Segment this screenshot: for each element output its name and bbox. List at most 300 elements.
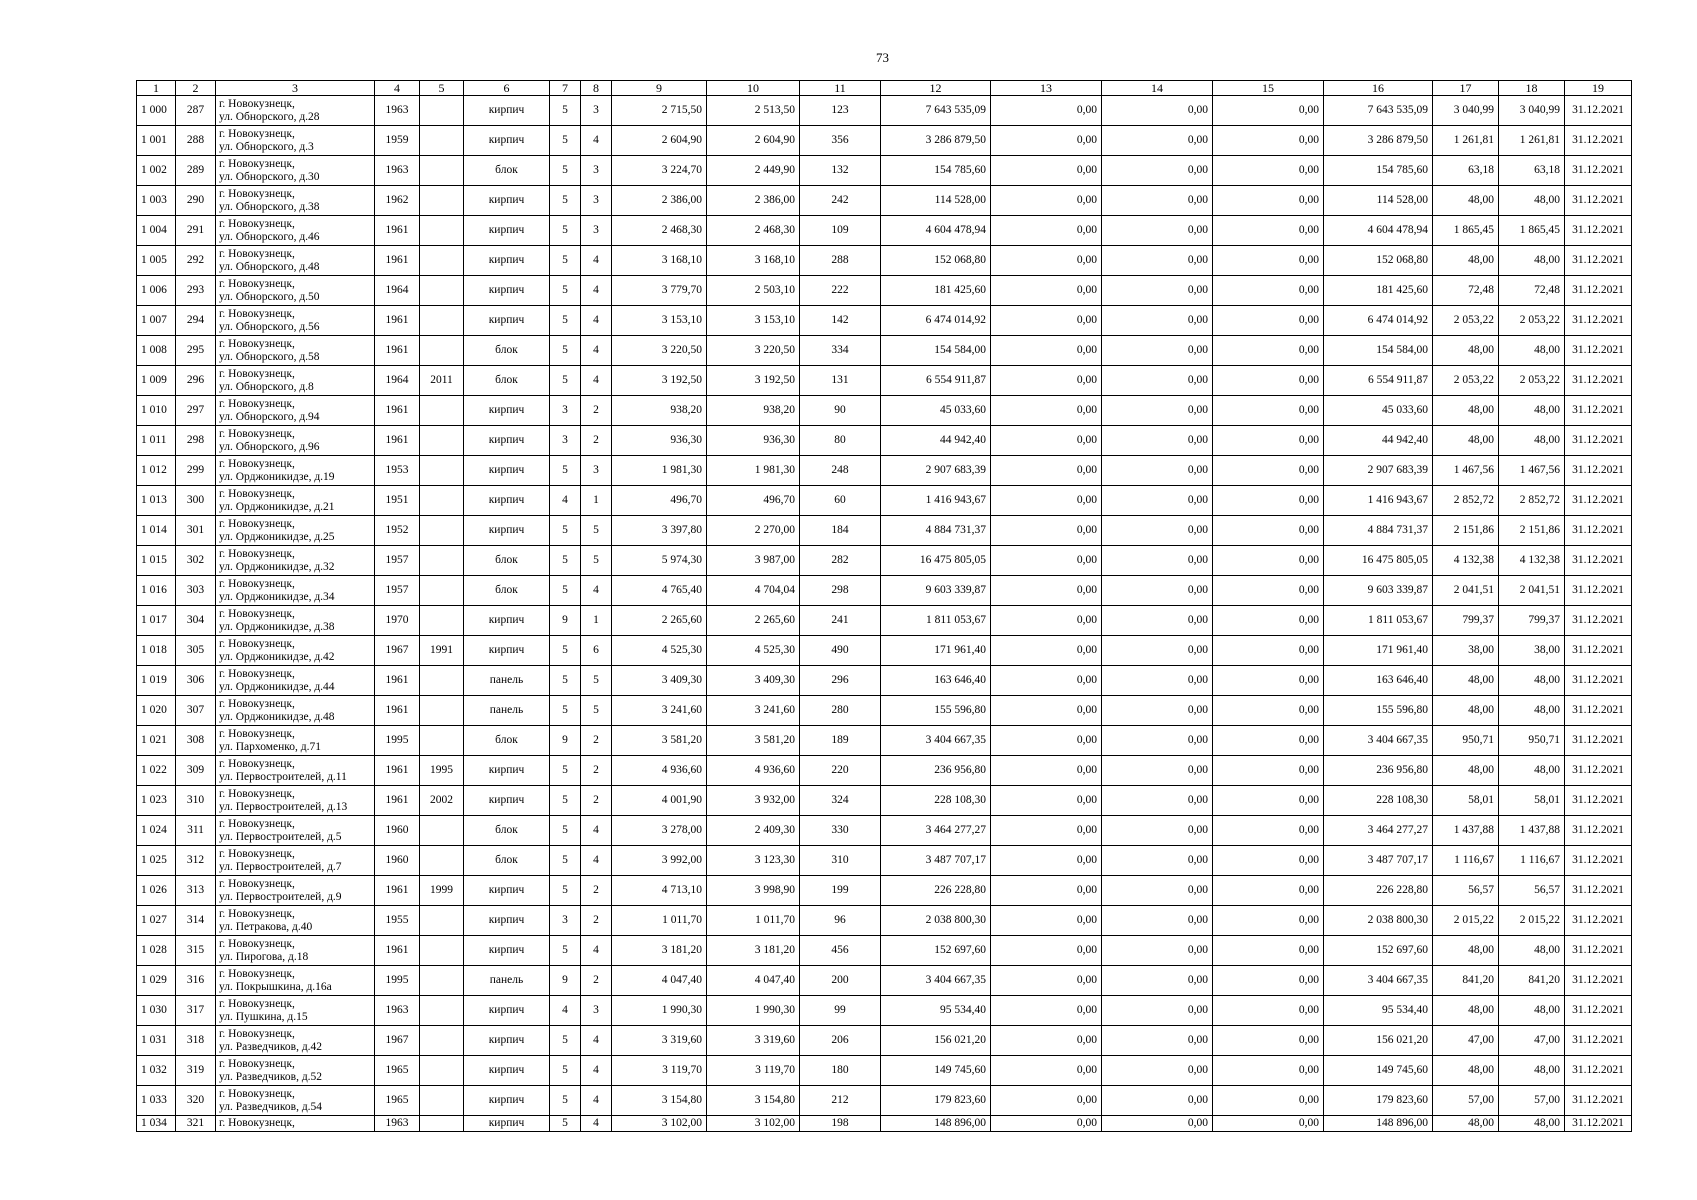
cell-cost-per-sqm: 2 852,72 bbox=[1433, 486, 1499, 516]
cell-entrances: 3 bbox=[581, 156, 612, 186]
cell-floors: 5 bbox=[550, 216, 581, 246]
cell-cost-total: 1 416 943,67 bbox=[881, 486, 991, 516]
cell-cost-limit: 48,00 bbox=[1499, 1116, 1565, 1132]
cell-row-number: 315 bbox=[176, 936, 216, 966]
cell-completion-date: 31.12.2021 bbox=[1565, 756, 1632, 786]
cell-total-area: 1 990,30 bbox=[612, 996, 707, 1026]
cell-year-reconstructed bbox=[420, 96, 464, 126]
cell-residents: 109 bbox=[800, 216, 881, 246]
cell-row-index: 1 026 bbox=[137, 876, 176, 906]
cell-wall-material: кирпич bbox=[464, 876, 550, 906]
cell-year-reconstructed bbox=[420, 936, 464, 966]
cell-cost-owners: 3 286 879,50 bbox=[1324, 126, 1433, 156]
cell-year-reconstructed bbox=[420, 816, 464, 846]
cell-cost-total: 3 286 879,50 bbox=[881, 126, 991, 156]
cell-floors: 5 bbox=[550, 126, 581, 156]
cell-cost-regional: 0,00 bbox=[1102, 216, 1213, 246]
page-number: 73 bbox=[876, 50, 889, 65]
cell-cost-local: 0,00 bbox=[1213, 936, 1324, 966]
cell-year-built: 1961 bbox=[375, 786, 420, 816]
column-header-5: 5 bbox=[420, 81, 464, 96]
cell-cost-owners: 7 643 535,09 bbox=[1324, 96, 1433, 126]
cell-row-index: 1 003 bbox=[137, 186, 176, 216]
cell-completion-date: 31.12.2021 bbox=[1565, 1116, 1632, 1132]
cell-wall-material: блок bbox=[464, 156, 550, 186]
table-row bbox=[137, 726, 1632, 756]
cell-cost-owners: 3 404 667,35 bbox=[1324, 966, 1433, 996]
cell-cost-local: 0,00 bbox=[1213, 546, 1324, 576]
cell-address: г. Новокузнецк, ул. Орджоникидзе, д.32 bbox=[216, 546, 375, 576]
cell-living-area: 2 503,10 bbox=[707, 276, 800, 306]
cell-cost-federal: 0,00 bbox=[991, 486, 1102, 516]
column-header-10: 10 bbox=[707, 81, 800, 96]
cell-cost-per-sqm: 1 467,56 bbox=[1433, 456, 1499, 486]
cell-cost-total: 95 534,40 bbox=[881, 996, 991, 1026]
cell-row-number: 289 bbox=[176, 156, 216, 186]
cell-cost-local: 0,00 bbox=[1213, 606, 1324, 636]
cell-cost-owners: 3 404 667,35 bbox=[1324, 726, 1433, 756]
cell-residents: 282 bbox=[800, 546, 881, 576]
cell-cost-limit: 1 261,81 bbox=[1499, 126, 1565, 156]
cell-cost-limit: 48,00 bbox=[1499, 666, 1565, 696]
cell-row-number: 304 bbox=[176, 606, 216, 636]
cell-address: г. Новокузнецк, ул. Орджоникидзе, д.38 bbox=[216, 606, 375, 636]
cell-cost-per-sqm: 58,01 bbox=[1433, 786, 1499, 816]
cell-address: г. Новокузнецк, ул. Пушкина, д.15 bbox=[216, 996, 375, 1026]
cell-cost-owners: 1 416 943,67 bbox=[1324, 486, 1433, 516]
cell-total-area: 3 581,20 bbox=[612, 726, 707, 756]
cell-cost-federal: 0,00 bbox=[991, 156, 1102, 186]
column-header-12: 12 bbox=[881, 81, 991, 96]
cell-row-index: 1 025 bbox=[137, 846, 176, 876]
cell-wall-material: блок bbox=[464, 726, 550, 756]
cell-living-area: 4 936,60 bbox=[707, 756, 800, 786]
cell-cost-owners: 9 603 339,87 bbox=[1324, 576, 1433, 606]
cell-total-area: 4 765,40 bbox=[612, 576, 707, 606]
cell-wall-material: блок bbox=[464, 846, 550, 876]
cell-floors: 4 bbox=[550, 996, 581, 1026]
cell-cost-local: 0,00 bbox=[1213, 726, 1324, 756]
cell-cost-limit: 950,71 bbox=[1499, 726, 1565, 756]
cell-cost-per-sqm: 48,00 bbox=[1433, 426, 1499, 456]
cell-residents: 310 bbox=[800, 846, 881, 876]
cell-wall-material: кирпич bbox=[464, 216, 550, 246]
cell-cost-regional: 0,00 bbox=[1102, 516, 1213, 546]
cell-cost-federal: 0,00 bbox=[991, 426, 1102, 456]
cell-living-area: 3 168,10 bbox=[707, 246, 800, 276]
cell-cost-total: 3 464 277,27 bbox=[881, 816, 991, 846]
cell-cost-per-sqm: 1 116,67 bbox=[1433, 846, 1499, 876]
cell-year-reconstructed: 2002 bbox=[420, 786, 464, 816]
cell-completion-date: 31.12.2021 bbox=[1565, 576, 1632, 606]
table-row bbox=[137, 576, 1632, 606]
cell-residents: 60 bbox=[800, 486, 881, 516]
cell-floors: 5 bbox=[550, 156, 581, 186]
cell-cost-per-sqm: 48,00 bbox=[1433, 936, 1499, 966]
cell-year-reconstructed bbox=[420, 186, 464, 216]
cell-entrances: 4 bbox=[581, 366, 612, 396]
cell-wall-material: кирпич bbox=[464, 1086, 550, 1116]
cell-cost-owners: 4 604 478,94 bbox=[1324, 216, 1433, 246]
cell-completion-date: 31.12.2021 bbox=[1565, 186, 1632, 216]
cell-floors: 5 bbox=[550, 336, 581, 366]
cell-row-number: 295 bbox=[176, 336, 216, 366]
cell-cost-regional: 0,00 bbox=[1102, 876, 1213, 906]
table-row bbox=[137, 1026, 1632, 1056]
column-header-7: 7 bbox=[550, 81, 581, 96]
cell-cost-federal: 0,00 bbox=[991, 306, 1102, 336]
cell-total-area: 5 974,30 bbox=[612, 546, 707, 576]
cell-cost-federal: 0,00 bbox=[991, 786, 1102, 816]
cell-entrances: 1 bbox=[581, 606, 612, 636]
cell-cost-total: 148 896,00 bbox=[881, 1116, 991, 1132]
cell-wall-material: кирпич bbox=[464, 1056, 550, 1086]
cell-wall-material: кирпич bbox=[464, 396, 550, 426]
cell-cost-regional: 0,00 bbox=[1102, 1116, 1213, 1132]
table-body bbox=[137, 96, 1632, 1132]
cell-cost-federal: 0,00 bbox=[991, 1056, 1102, 1086]
cell-cost-total: 179 823,60 bbox=[881, 1086, 991, 1116]
cell-cost-regional: 0,00 bbox=[1102, 726, 1213, 756]
cell-year-reconstructed bbox=[420, 546, 464, 576]
cell-cost-regional: 0,00 bbox=[1102, 906, 1213, 936]
cell-residents: 324 bbox=[800, 786, 881, 816]
cell-total-area: 1 981,30 bbox=[612, 456, 707, 486]
cell-wall-material: кирпич bbox=[464, 516, 550, 546]
cell-entrances: 4 bbox=[581, 1116, 612, 1132]
cell-address: г. Новокузнецк, ул. Первостроителей, д.5 bbox=[216, 816, 375, 846]
cell-total-area: 3 102,00 bbox=[612, 1116, 707, 1132]
cell-row-number: 291 bbox=[176, 216, 216, 246]
cell-row-index: 1 022 bbox=[137, 756, 176, 786]
cell-cost-local: 0,00 bbox=[1213, 876, 1324, 906]
cell-row-number: 303 bbox=[176, 576, 216, 606]
table-row bbox=[137, 1086, 1632, 1116]
cell-cost-owners: 152 697,60 bbox=[1324, 936, 1433, 966]
cell-living-area: 2 265,60 bbox=[707, 606, 800, 636]
cell-total-area: 3 397,80 bbox=[612, 516, 707, 546]
cell-completion-date: 31.12.2021 bbox=[1565, 516, 1632, 546]
cell-entrances: 2 bbox=[581, 726, 612, 756]
cell-row-index: 1 033 bbox=[137, 1086, 176, 1116]
cell-cost-limit: 56,57 bbox=[1499, 876, 1565, 906]
cell-row-index: 1 010 bbox=[137, 396, 176, 426]
cell-total-area: 3 181,20 bbox=[612, 936, 707, 966]
cell-residents: 222 bbox=[800, 276, 881, 306]
cell-entrances: 5 bbox=[581, 546, 612, 576]
cell-entrances: 3 bbox=[581, 456, 612, 486]
cell-cost-total: 152 697,60 bbox=[881, 936, 991, 966]
cell-cost-regional: 0,00 bbox=[1102, 576, 1213, 606]
cell-wall-material: кирпич bbox=[464, 306, 550, 336]
cell-cost-total: 114 528,00 bbox=[881, 186, 991, 216]
cell-floors: 5 bbox=[550, 1116, 581, 1132]
cell-row-number: 313 bbox=[176, 876, 216, 906]
cell-cost-total: 1 811 053,67 bbox=[881, 606, 991, 636]
cell-cost-per-sqm: 48,00 bbox=[1433, 246, 1499, 276]
cell-row-number: 316 bbox=[176, 966, 216, 996]
cell-total-area: 4 001,90 bbox=[612, 786, 707, 816]
cell-cost-federal: 0,00 bbox=[991, 846, 1102, 876]
cell-completion-date: 31.12.2021 bbox=[1565, 1026, 1632, 1056]
cell-row-number: 310 bbox=[176, 786, 216, 816]
cell-cost-local: 0,00 bbox=[1213, 846, 1324, 876]
cell-cost-regional: 0,00 bbox=[1102, 396, 1213, 426]
cell-cost-federal: 0,00 bbox=[991, 936, 1102, 966]
cell-floors: 5 bbox=[550, 186, 581, 216]
table-row bbox=[137, 156, 1632, 186]
cell-floors: 5 bbox=[550, 276, 581, 306]
cell-completion-date: 31.12.2021 bbox=[1565, 786, 1632, 816]
cell-cost-regional: 0,00 bbox=[1102, 1086, 1213, 1116]
cell-cost-federal: 0,00 bbox=[991, 96, 1102, 126]
cell-residents: 96 bbox=[800, 906, 881, 936]
cell-year-built: 1955 bbox=[375, 906, 420, 936]
cell-row-number: 298 bbox=[176, 426, 216, 456]
cell-year-reconstructed bbox=[420, 726, 464, 756]
table-row bbox=[137, 306, 1632, 336]
cell-entrances: 4 bbox=[581, 1056, 612, 1086]
cell-cost-per-sqm: 57,00 bbox=[1433, 1086, 1499, 1116]
cell-living-area: 3 241,60 bbox=[707, 696, 800, 726]
cell-cost-total: 228 108,30 bbox=[881, 786, 991, 816]
cell-cost-local: 0,00 bbox=[1213, 966, 1324, 996]
cell-row-number: 308 bbox=[176, 726, 216, 756]
cell-living-area: 3 192,50 bbox=[707, 366, 800, 396]
cell-cost-total: 171 961,40 bbox=[881, 636, 991, 666]
cell-row-number: 314 bbox=[176, 906, 216, 936]
cell-living-area: 3 932,00 bbox=[707, 786, 800, 816]
cell-cost-owners: 3 464 277,27 bbox=[1324, 816, 1433, 846]
cell-cost-limit: 48,00 bbox=[1499, 996, 1565, 1026]
cell-year-reconstructed: 1995 bbox=[420, 756, 464, 786]
cell-cost-per-sqm: 4 132,38 bbox=[1433, 546, 1499, 576]
cell-cost-total: 226 228,80 bbox=[881, 876, 991, 906]
cell-cost-federal: 0,00 bbox=[991, 816, 1102, 846]
cell-cost-limit: 38,00 bbox=[1499, 636, 1565, 666]
cell-cost-per-sqm: 48,00 bbox=[1433, 1056, 1499, 1086]
cell-floors: 3 bbox=[550, 426, 581, 456]
cell-cost-owners: 3 487 707,17 bbox=[1324, 846, 1433, 876]
cell-cost-owners: 148 896,00 bbox=[1324, 1116, 1433, 1132]
column-header-6: 6 bbox=[464, 81, 550, 96]
cell-floors: 5 bbox=[550, 936, 581, 966]
cell-cost-federal: 0,00 bbox=[991, 996, 1102, 1026]
cell-cost-owners: 226 228,80 bbox=[1324, 876, 1433, 906]
table-row bbox=[137, 1056, 1632, 1086]
table-row bbox=[137, 756, 1632, 786]
cell-cost-local: 0,00 bbox=[1213, 456, 1324, 486]
cell-row-number: 317 bbox=[176, 996, 216, 1026]
cell-cost-federal: 0,00 bbox=[991, 336, 1102, 366]
cell-row-number: 306 bbox=[176, 666, 216, 696]
cell-year-reconstructed bbox=[420, 126, 464, 156]
cell-row-index: 1 005 bbox=[137, 246, 176, 276]
cell-completion-date: 31.12.2021 bbox=[1565, 606, 1632, 636]
cell-row-index: 1 000 bbox=[137, 96, 176, 126]
cell-total-area: 2 468,30 bbox=[612, 216, 707, 246]
cell-row-number: 299 bbox=[176, 456, 216, 486]
cell-year-built: 1967 bbox=[375, 1026, 420, 1056]
cell-living-area: 2 386,00 bbox=[707, 186, 800, 216]
cell-wall-material: кирпич bbox=[464, 636, 550, 666]
cell-residents: 184 bbox=[800, 516, 881, 546]
cell-residents: 248 bbox=[800, 456, 881, 486]
cell-total-area: 3 409,30 bbox=[612, 666, 707, 696]
table-row bbox=[137, 846, 1632, 876]
cell-address: г. Новокузнецк, ул. Обнорского, д.96 bbox=[216, 426, 375, 456]
cell-cost-regional: 0,00 bbox=[1102, 486, 1213, 516]
cell-entrances: 2 bbox=[581, 756, 612, 786]
cell-cost-local: 0,00 bbox=[1213, 216, 1324, 246]
cell-row-number: 309 bbox=[176, 756, 216, 786]
cell-entrances: 4 bbox=[581, 306, 612, 336]
cell-cost-total: 2 907 683,39 bbox=[881, 456, 991, 486]
cell-residents: 180 bbox=[800, 1056, 881, 1086]
cell-wall-material: кирпич bbox=[464, 936, 550, 966]
cell-cost-limit: 48,00 bbox=[1499, 426, 1565, 456]
cell-row-number: 288 bbox=[176, 126, 216, 156]
cell-year-built: 1961 bbox=[375, 756, 420, 786]
cell-wall-material: кирпич bbox=[464, 786, 550, 816]
cell-wall-material: кирпич bbox=[464, 426, 550, 456]
cell-address: г. Новокузнецк, ул. Первостроителей, д.7 bbox=[216, 846, 375, 876]
cell-cost-regional: 0,00 bbox=[1102, 816, 1213, 846]
cell-address: г. Новокузнецк, bbox=[216, 1116, 375, 1132]
cell-address: г. Новокузнецк, ул. Орджоникидзе, д.42 bbox=[216, 636, 375, 666]
cell-row-index: 1 014 bbox=[137, 516, 176, 546]
cell-completion-date: 31.12.2021 bbox=[1565, 726, 1632, 756]
cell-row-number: 300 bbox=[176, 486, 216, 516]
cell-floors: 5 bbox=[550, 636, 581, 666]
cell-completion-date: 31.12.2021 bbox=[1565, 696, 1632, 726]
cell-year-built: 1960 bbox=[375, 846, 420, 876]
cell-cost-per-sqm: 48,00 bbox=[1433, 1116, 1499, 1132]
cell-living-area: 1 990,30 bbox=[707, 996, 800, 1026]
cell-cost-regional: 0,00 bbox=[1102, 546, 1213, 576]
cell-row-number: 293 bbox=[176, 276, 216, 306]
cell-year-built: 1995 bbox=[375, 726, 420, 756]
cell-row-number: 318 bbox=[176, 1026, 216, 1056]
cell-entrances: 2 bbox=[581, 426, 612, 456]
cell-cost-federal: 0,00 bbox=[991, 1116, 1102, 1132]
cell-address: г. Новокузнецк, ул. Обнорского, д.28 bbox=[216, 96, 375, 126]
cell-cost-per-sqm: 950,71 bbox=[1433, 726, 1499, 756]
column-header-9: 9 bbox=[612, 81, 707, 96]
cell-year-built: 1961 bbox=[375, 936, 420, 966]
cell-address: г. Новокузнецк, ул. Орджоникидзе, д.34 bbox=[216, 576, 375, 606]
cell-row-index: 1 004 bbox=[137, 216, 176, 246]
cell-floors: 5 bbox=[550, 1026, 581, 1056]
column-number-row bbox=[137, 81, 1632, 96]
cell-cost-regional: 0,00 bbox=[1102, 786, 1213, 816]
cell-address: г. Новокузнецк, ул. Пирогова, д.18 bbox=[216, 936, 375, 966]
registry-table bbox=[136, 80, 1632, 1132]
cell-total-area: 3 154,80 bbox=[612, 1086, 707, 1116]
cell-cost-per-sqm: 48,00 bbox=[1433, 666, 1499, 696]
cell-cost-regional: 0,00 bbox=[1102, 366, 1213, 396]
cell-completion-date: 31.12.2021 bbox=[1565, 846, 1632, 876]
cell-address: г. Новокузнецк, ул. Обнорского, д.56 bbox=[216, 306, 375, 336]
cell-cost-federal: 0,00 bbox=[991, 576, 1102, 606]
cell-year-reconstructed bbox=[420, 246, 464, 276]
cell-cost-local: 0,00 bbox=[1213, 636, 1324, 666]
cell-cost-regional: 0,00 bbox=[1102, 1026, 1213, 1056]
cell-total-area: 2 604,90 bbox=[612, 126, 707, 156]
cell-completion-date: 31.12.2021 bbox=[1565, 276, 1632, 306]
cell-address: г. Новокузнецк, ул. Обнорского, д.3 bbox=[216, 126, 375, 156]
cell-cost-limit: 1 116,67 bbox=[1499, 846, 1565, 876]
column-header-19: 19 bbox=[1565, 81, 1632, 96]
cell-entrances: 4 bbox=[581, 1026, 612, 1056]
cell-cost-per-sqm: 3 040,99 bbox=[1433, 96, 1499, 126]
cell-floors: 5 bbox=[550, 246, 581, 276]
cell-address: г. Новокузнецк, ул. Покрышкина, д.16а bbox=[216, 966, 375, 996]
cell-entrances: 3 bbox=[581, 96, 612, 126]
cell-living-area: 3 998,90 bbox=[707, 876, 800, 906]
table-row bbox=[137, 696, 1632, 726]
cell-total-area: 3 241,60 bbox=[612, 696, 707, 726]
cell-floors: 9 bbox=[550, 726, 581, 756]
cell-cost-local: 0,00 bbox=[1213, 126, 1324, 156]
table-row bbox=[137, 996, 1632, 1026]
cell-year-reconstructed bbox=[420, 1026, 464, 1056]
cell-cost-total: 181 425,60 bbox=[881, 276, 991, 306]
cell-cost-regional: 0,00 bbox=[1102, 336, 1213, 366]
table-row bbox=[137, 606, 1632, 636]
cell-cost-limit: 1 437,88 bbox=[1499, 816, 1565, 846]
cell-address: г. Новокузнецк, ул. Обнорского, д.30 bbox=[216, 156, 375, 186]
cell-cost-total: 3 487 707,17 bbox=[881, 846, 991, 876]
cell-row-number: 320 bbox=[176, 1086, 216, 1116]
cell-completion-date: 31.12.2021 bbox=[1565, 96, 1632, 126]
cell-entrances: 4 bbox=[581, 936, 612, 966]
cell-residents: 334 bbox=[800, 336, 881, 366]
cell-total-area: 3 319,60 bbox=[612, 1026, 707, 1056]
cell-completion-date: 31.12.2021 bbox=[1565, 156, 1632, 186]
cell-cost-regional: 0,00 bbox=[1102, 426, 1213, 456]
cell-address: г. Новокузнецк, ул. Петракова, д.40 bbox=[216, 906, 375, 936]
cell-living-area: 4 704,04 bbox=[707, 576, 800, 606]
cell-cost-total: 236 956,80 bbox=[881, 756, 991, 786]
cell-completion-date: 31.12.2021 bbox=[1565, 246, 1632, 276]
cell-year-reconstructed: 1991 bbox=[420, 636, 464, 666]
cell-row-index: 1 013 bbox=[137, 486, 176, 516]
cell-wall-material: блок bbox=[464, 816, 550, 846]
cell-residents: 490 bbox=[800, 636, 881, 666]
cell-living-area: 496,70 bbox=[707, 486, 800, 516]
cell-cost-total: 16 475 805,05 bbox=[881, 546, 991, 576]
cell-year-reconstructed bbox=[420, 846, 464, 876]
cell-entrances: 6 bbox=[581, 636, 612, 666]
cell-residents: 288 bbox=[800, 246, 881, 276]
cell-cost-federal: 0,00 bbox=[991, 906, 1102, 936]
cell-address: г. Новокузнецк, ул. Орджоникидзе, д.19 bbox=[216, 456, 375, 486]
cell-cost-owners: 95 534,40 bbox=[1324, 996, 1433, 1026]
cell-entrances: 2 bbox=[581, 396, 612, 426]
cell-cost-limit: 2 015,22 bbox=[1499, 906, 1565, 936]
cell-row-index: 1 029 bbox=[137, 966, 176, 996]
cell-year-reconstructed bbox=[420, 306, 464, 336]
cell-residents: 90 bbox=[800, 396, 881, 426]
table-row bbox=[137, 396, 1632, 426]
cell-year-reconstructed bbox=[420, 396, 464, 426]
cell-year-built: 1961 bbox=[375, 426, 420, 456]
cell-floors: 5 bbox=[550, 1056, 581, 1086]
cell-cost-local: 0,00 bbox=[1213, 666, 1324, 696]
cell-cost-total: 154 584,00 bbox=[881, 336, 991, 366]
cell-year-reconstructed bbox=[420, 1116, 464, 1132]
